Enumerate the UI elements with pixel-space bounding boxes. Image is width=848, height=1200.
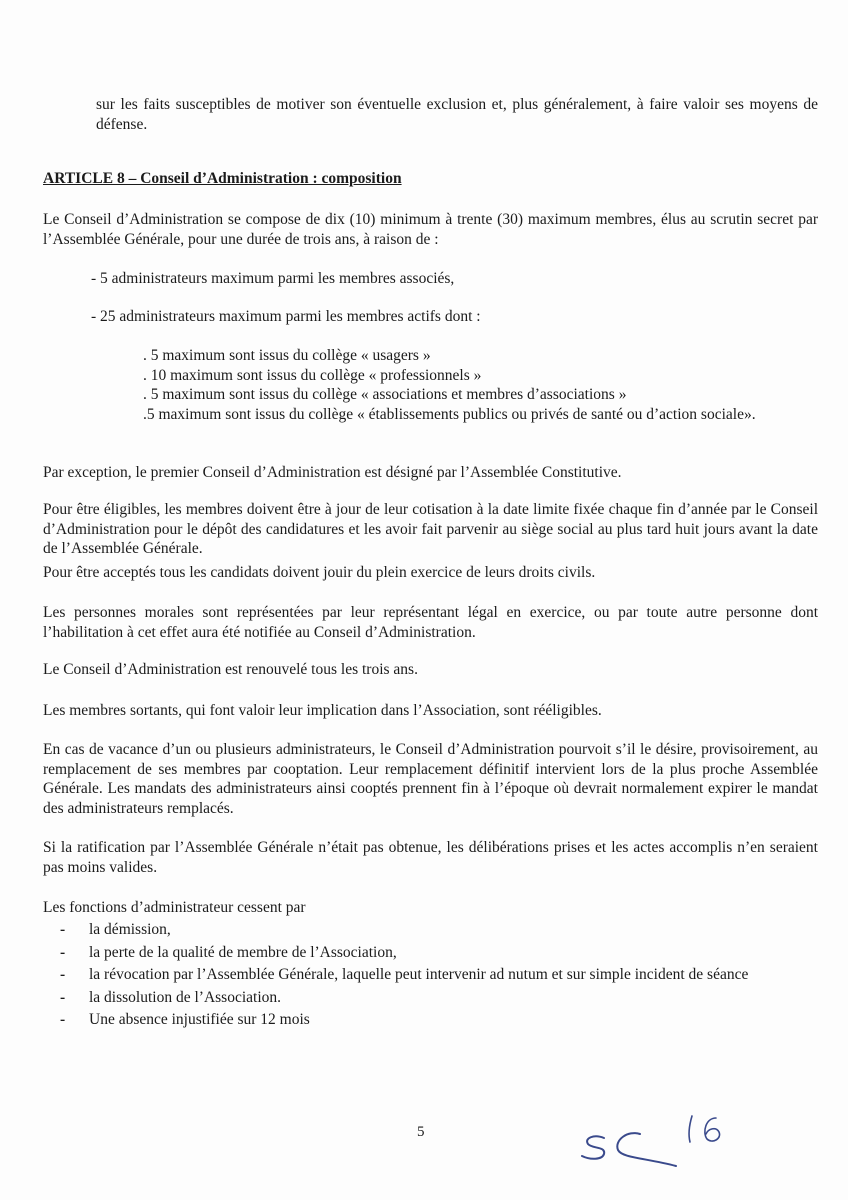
- bullet-dash: -: [60, 966, 66, 983]
- cessation-list: [58, 920, 818, 1033]
- intro-paragraph: sur les faits susceptibles de motiver son éventuelle exclusion et, plus généralement, à faire valoir ses moyens de défense.: [96, 96, 818, 133]
- college-item: .5 maximum sont issus du collège « établissements publics ou privés de santé ou d’action sociale».: [143, 405, 756, 423]
- legal-persons-paragraph: Les personnes morales sont représentées par leur représentant légal en exercice, ou par toute autre personne dont l’habilitation à cet effet aura été notifiée au Conseil d’Administration.: [43, 604, 818, 641]
- list-item: - la dissolution de l’Association.: [60, 988, 282, 1006]
- composition-paragraph: Le Conseil d’Administration se compose de dix (10) minimum à trente (30) maximum membres, élus au scrutin secret par l’Assemblée Générale, pour une durée de trois ans, à raison de :: [43, 211, 818, 248]
- college-list: [120, 346, 812, 424]
- college-item: . 5 maximum sont issus du collège « associations et membres d’associations »: [143, 386, 627, 403]
- exception-paragraph: Par exception, le premier Conseil d’Administration est désigné par l’Assemblée Constitutive.: [43, 464, 622, 481]
- acceptance-paragraph: Pour être acceptés tous les candidats doivent jouir du plein exercice de leurs droits civils.: [43, 564, 596, 581]
- renewal-paragraph: Le Conseil d’Administration est renouvelé tous les trois ans.: [43, 661, 418, 678]
- bullet-dash: -: [60, 1011, 66, 1028]
- list-item: - la révocation par l’Assemblée Générale, laquelle peut intervenir ad nutum et sur simple incident de séance: [60, 966, 749, 983]
- vacancy-paragraph: En cas de vacance d’un ou plusieurs administrateurs, le Conseil d’Administration pourvoit s’il le désire, provisoirement, au remplacement de ses membres par cooptation. Leur remplacement définitif intervient lors de la plus proche Assemblée Générale. Les mandats des administrateurs ainsi cooptés prennent fin à l’époque où devrait normalement expirer le mandat des administrateurs remplacés.: [43, 741, 818, 817]
- handwritten-initials: [576, 1104, 736, 1174]
- reelection-paragraph: Les membres sortants, qui font valoir leur implication dans l’Association, sont rééligibles.: [43, 702, 602, 719]
- admins-actifs-line: - 25 administrateurs maximum parmi les membres actifs dont :: [91, 308, 481, 325]
- article-8-heading: ARTICLE 8 – Conseil d’Administration : composition: [43, 170, 402, 187]
- eligibility-paragraph: Pour être éligibles, les membres doivent être à jour de leur cotisation à la date limite fixée chaque fin d’année par le Conseil d’Administration pour le dépôt des candidatures et les avoir fait parvenir au siège social au plus tard huit jours avant la date de l’Assemblée Générale.: [43, 501, 818, 557]
- bullet-dash: -: [60, 943, 66, 961]
- bullet-dash: -: [60, 921, 66, 938]
- list-item: - la perte de la qualité de membre de l’Association,: [60, 943, 397, 961]
- bullet-dash: -: [60, 988, 66, 1006]
- functions-cease-paragraph: Les fonctions d’administrateur cessent par: [43, 899, 306, 916]
- college-item: . 10 maximum sont issus du collège « professionnels »: [143, 366, 482, 384]
- list-item: - la démission,: [60, 921, 171, 938]
- admins-associes-line: - 5 administrateurs maximum parmi les membres associés,: [91, 270, 455, 287]
- college-item: . 5 maximum sont issus du collège « usagers »: [143, 347, 431, 364]
- page-number: 5: [417, 1124, 425, 1140]
- list-item: - Une absence injustifiée sur 12 mois: [60, 1011, 310, 1028]
- ratification-paragraph: Si la ratification par l’Assemblée Générale n’était pas obtenue, les délibérations prises et les actes accomplis n’en seraient pas moins valides.: [43, 839, 818, 876]
